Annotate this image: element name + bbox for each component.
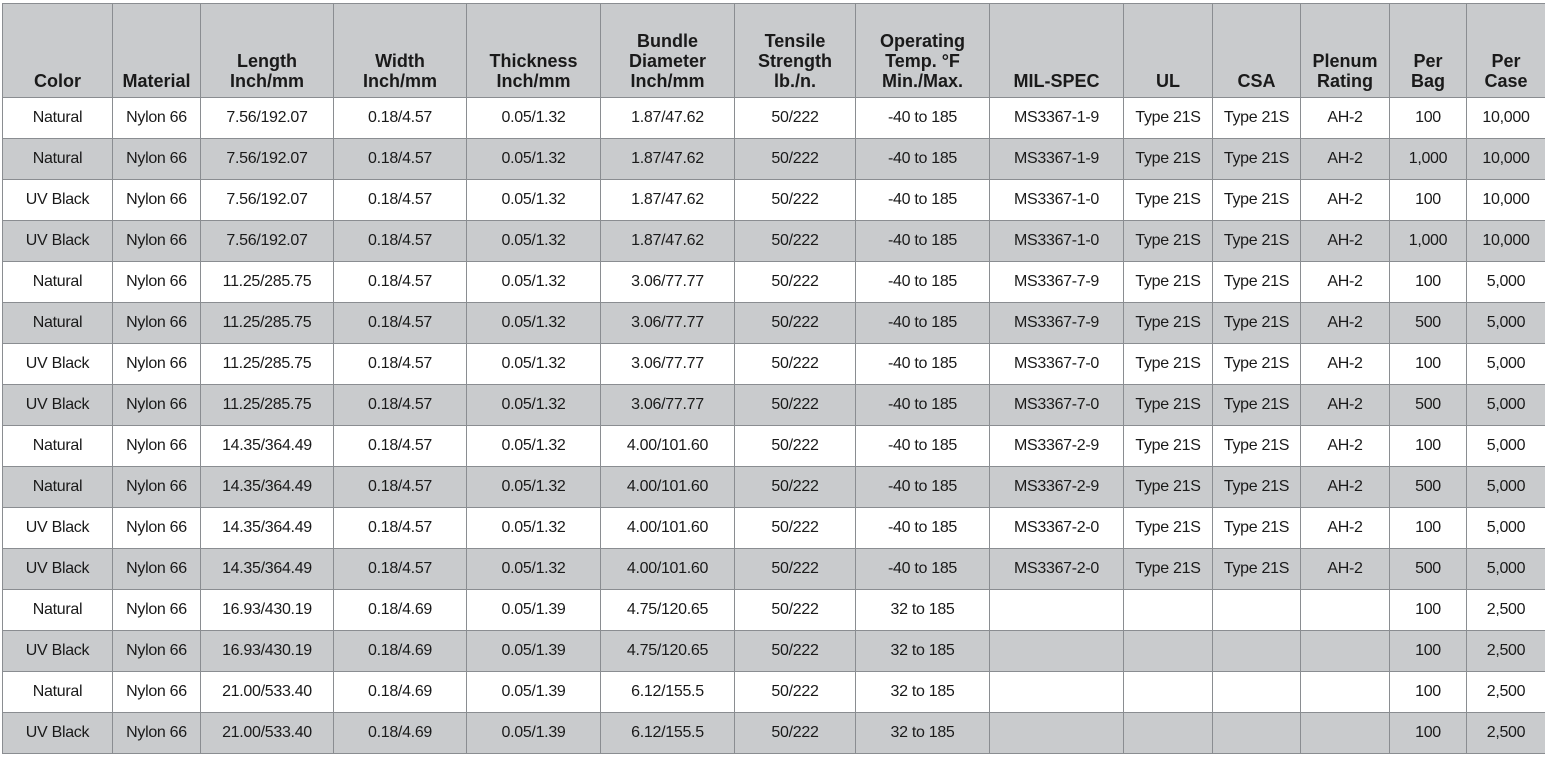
header-thickness-line: Inch/mm: [496, 71, 571, 91]
table-row: [3, 385, 1545, 426]
header-bundle-diameter-line: Bundle: [637, 31, 698, 51]
cell-mil-spec: MS3367-7-9: [990, 262, 1124, 303]
header-plenum-rating-line: Rating: [1317, 71, 1373, 91]
cell-color: UV Black: [3, 549, 113, 590]
cell-per-bag: 500: [1390, 385, 1467, 426]
cell-plenum-rating: [1301, 590, 1390, 631]
cell-length: 7.56/192.07: [201, 139, 334, 180]
cell-material: Nylon 66: [113, 344, 201, 385]
cell-per-case: 5,000: [1467, 303, 1545, 344]
cell-thickness: 0.05/1.32: [467, 344, 601, 385]
cell-bundle-diameter: 6.12/155.5: [601, 672, 735, 713]
cell-plenum-rating: AH-2: [1301, 139, 1390, 180]
cell-mil-spec: MS3367-7-0: [990, 385, 1124, 426]
header-color-line: Color: [34, 71, 81, 91]
cell-width: 0.18/4.57: [334, 139, 467, 180]
header-mil-spec-line: MIL-SPEC: [1013, 71, 1100, 91]
cell-ul: [1124, 713, 1213, 754]
cell-color: Natural: [3, 98, 113, 139]
cell-csa: Type 21S: [1213, 98, 1301, 139]
cell-tensile-strength: 50/222: [735, 590, 856, 631]
cell-color: UV Black: [3, 385, 113, 426]
cell-bundle-diameter: 4.00/101.60: [601, 426, 735, 467]
header-thickness: [467, 4, 601, 98]
cell-thickness: 0.05/1.32: [467, 467, 601, 508]
cell-width: 0.18/4.57: [334, 344, 467, 385]
header-thickness-line: Thickness: [489, 51, 578, 71]
cell-tensile-strength: 50/222: [735, 426, 856, 467]
cell-ul: Type 21S: [1124, 549, 1213, 590]
cell-width: 0.18/4.57: [334, 180, 467, 221]
header-ul: [1124, 4, 1213, 98]
cell-operating-temp: -40 to 185: [856, 467, 990, 508]
cell-per-case: 10,000: [1467, 180, 1545, 221]
cell-per-bag: 1,000: [1390, 221, 1467, 262]
cell-per-case: 5,000: [1467, 508, 1545, 549]
cell-mil-spec: MS3367-2-0: [990, 508, 1124, 549]
header-width-line: Inch/mm: [362, 71, 437, 91]
cell-color: Natural: [3, 467, 113, 508]
cell-length: 14.35/364.49: [201, 549, 334, 590]
cell-thickness: 0.05/1.39: [467, 631, 601, 672]
cell-thickness: 0.05/1.32: [467, 98, 601, 139]
cell-ul: Type 21S: [1124, 139, 1213, 180]
cell-csa: Type 21S: [1213, 303, 1301, 344]
cell-mil-spec: [990, 713, 1124, 754]
cell-material: Nylon 66: [113, 631, 201, 672]
cell-ul: [1124, 590, 1213, 631]
cell-thickness: 0.05/1.39: [467, 590, 601, 631]
cell-mil-spec: MS3367-2-0: [990, 549, 1124, 590]
header-plenum-rating: [1301, 4, 1390, 98]
cell-plenum-rating: AH-2: [1301, 385, 1390, 426]
cell-thickness: 0.05/1.32: [467, 549, 601, 590]
cell-mil-spec: MS3367-1-9: [990, 98, 1124, 139]
cell-material: Nylon 66: [113, 98, 201, 139]
cell-csa: Type 21S: [1213, 221, 1301, 262]
cell-per-case: 2,500: [1467, 713, 1545, 754]
cell-plenum-rating: AH-2: [1301, 467, 1390, 508]
table-row: [3, 672, 1545, 713]
cell-operating-temp: -40 to 185: [856, 508, 990, 549]
cell-thickness: 0.05/1.32: [467, 139, 601, 180]
cell-plenum-rating: AH-2: [1301, 303, 1390, 344]
cell-ul: Type 21S: [1124, 344, 1213, 385]
cell-csa: [1213, 590, 1301, 631]
cell-ul: [1124, 672, 1213, 713]
cell-mil-spec: MS3367-1-0: [990, 180, 1124, 221]
cell-mil-spec: [990, 590, 1124, 631]
cell-csa: Type 21S: [1213, 426, 1301, 467]
cell-csa: Type 21S: [1213, 344, 1301, 385]
cell-width: 0.18/4.57: [334, 467, 467, 508]
cell-tensile-strength: 50/222: [735, 303, 856, 344]
cell-per-case: 5,000: [1467, 262, 1545, 303]
cell-ul: Type 21S: [1124, 385, 1213, 426]
cell-bundle-diameter: 1.87/47.62: [601, 98, 735, 139]
table-row: [3, 590, 1545, 631]
cell-material: Nylon 66: [113, 385, 201, 426]
table-row: [3, 180, 1545, 221]
header-per-bag-line: Bag: [1410, 71, 1445, 91]
cell-per-bag: 100: [1390, 262, 1467, 303]
cell-thickness: 0.05/1.32: [467, 221, 601, 262]
cell-bundle-diameter: 4.75/120.65: [601, 631, 735, 672]
cell-ul: Type 21S: [1124, 98, 1213, 139]
cell-length: 11.25/285.75: [201, 385, 334, 426]
cell-csa: Type 21S: [1213, 139, 1301, 180]
cell-per-case: 10,000: [1467, 98, 1545, 139]
cell-bundle-diameter: 3.06/77.77: [601, 262, 735, 303]
cell-width: 0.18/4.57: [334, 426, 467, 467]
cell-operating-temp: -40 to 185: [856, 98, 990, 139]
cell-material: Nylon 66: [113, 590, 201, 631]
cell-plenum-rating: AH-2: [1301, 221, 1390, 262]
cell-color: UV Black: [3, 631, 113, 672]
cell-length: 21.00/533.40: [201, 713, 334, 754]
cell-material: Nylon 66: [113, 221, 201, 262]
cable-tie-spec-table: [2, 3, 1545, 754]
cell-tensile-strength: 50/222: [735, 672, 856, 713]
header-csa-line: CSA: [1237, 71, 1276, 91]
cell-tensile-strength: 50/222: [735, 262, 856, 303]
cell-ul: Type 21S: [1124, 303, 1213, 344]
cell-tensile-strength: 50/222: [735, 508, 856, 549]
cell-csa: [1213, 672, 1301, 713]
cell-length: 14.35/364.49: [201, 508, 334, 549]
cell-length: 14.35/364.49: [201, 467, 334, 508]
table-row: [3, 303, 1545, 344]
cell-width: 0.18/4.69: [334, 672, 467, 713]
cell-ul: Type 21S: [1124, 467, 1213, 508]
cell-ul: Type 21S: [1124, 426, 1213, 467]
cell-color: UV Black: [3, 221, 113, 262]
cell-per-case: 2,500: [1467, 590, 1545, 631]
cell-operating-temp: 32 to 185: [856, 590, 990, 631]
header-operating-temp-line: Min./Max.: [881, 71, 963, 91]
header-per-bag: [1390, 4, 1467, 98]
table-row: [3, 549, 1545, 590]
cell-operating-temp: -40 to 185: [856, 385, 990, 426]
header-plenum-rating-line: Plenum: [1312, 51, 1378, 71]
cell-per-bag: 100: [1390, 508, 1467, 549]
cell-csa: Type 21S: [1213, 262, 1301, 303]
cell-material: Nylon 66: [113, 426, 201, 467]
table-row: [3, 713, 1545, 754]
cell-operating-temp: -40 to 185: [856, 139, 990, 180]
cell-bundle-diameter: 4.75/120.65: [601, 590, 735, 631]
cell-csa: Type 21S: [1213, 508, 1301, 549]
cell-mil-spec: MS3367-2-9: [990, 467, 1124, 508]
header-width: [334, 4, 467, 98]
cell-mil-spec: MS3367-1-0: [990, 221, 1124, 262]
cell-operating-temp: 32 to 185: [856, 713, 990, 754]
cell-csa: [1213, 631, 1301, 672]
cell-plenum-rating: [1301, 631, 1390, 672]
cell-bundle-diameter: 3.06/77.77: [601, 303, 735, 344]
cell-plenum-rating: AH-2: [1301, 180, 1390, 221]
header-bundle-diameter: [601, 4, 735, 98]
cell-per-bag: 500: [1390, 549, 1467, 590]
cell-material: Nylon 66: [113, 713, 201, 754]
cell-per-bag: 100: [1390, 713, 1467, 754]
cell-color: UV Black: [3, 344, 113, 385]
cell-thickness: 0.05/1.39: [467, 672, 601, 713]
cell-plenum-rating: [1301, 672, 1390, 713]
cell-plenum-rating: AH-2: [1301, 426, 1390, 467]
cell-plenum-rating: AH-2: [1301, 508, 1390, 549]
table-row: [3, 139, 1545, 180]
cell-ul: Type 21S: [1124, 221, 1213, 262]
cell-per-case: 2,500: [1467, 672, 1545, 713]
cell-operating-temp: 32 to 185: [856, 631, 990, 672]
cell-width: 0.18/4.57: [334, 262, 467, 303]
cell-csa: Type 21S: [1213, 180, 1301, 221]
cell-material: Nylon 66: [113, 467, 201, 508]
cell-operating-temp: -40 to 185: [856, 426, 990, 467]
header-length-line: Inch/mm: [229, 71, 304, 91]
cell-per-case: 10,000: [1467, 139, 1545, 180]
header-ul-line: UL: [1156, 71, 1180, 91]
cell-bundle-diameter: 1.87/47.62: [601, 139, 735, 180]
cell-length: 21.00/533.40: [201, 672, 334, 713]
cell-plenum-rating: AH-2: [1301, 344, 1390, 385]
table-row: [3, 344, 1545, 385]
cell-color: Natural: [3, 672, 113, 713]
header-tensile-strength-line: lb./n.: [774, 71, 816, 91]
cell-per-bag: 100: [1390, 180, 1467, 221]
header-tensile-strength-line: Tensile: [764, 31, 826, 51]
header-length-line: Length: [237, 51, 297, 71]
cell-width: 0.18/4.57: [334, 303, 467, 344]
cell-tensile-strength: 50/222: [735, 98, 856, 139]
cell-material: Nylon 66: [113, 180, 201, 221]
cell-bundle-diameter: 4.00/101.60: [601, 467, 735, 508]
cell-operating-temp: 32 to 185: [856, 672, 990, 713]
cell-per-bag: 500: [1390, 467, 1467, 508]
cell-bundle-diameter: 3.06/77.77: [601, 344, 735, 385]
header-color: [3, 4, 113, 98]
cell-color: UV Black: [3, 713, 113, 754]
cell-tensile-strength: 50/222: [735, 631, 856, 672]
table-row: [3, 467, 1545, 508]
cell-width: 0.18/4.57: [334, 549, 467, 590]
header-tensile-strength-line: Strength: [758, 51, 832, 71]
cell-per-case: 2,500: [1467, 631, 1545, 672]
cell-csa: Type 21S: [1213, 549, 1301, 590]
cell-mil-spec: MS3367-7-0: [990, 344, 1124, 385]
cell-csa: Type 21S: [1213, 385, 1301, 426]
cell-per-case: 5,000: [1467, 385, 1545, 426]
header-row: [3, 4, 1545, 98]
header-per-case: [1467, 4, 1545, 98]
cell-operating-temp: -40 to 185: [856, 180, 990, 221]
cell-per-bag: 1,000: [1390, 139, 1467, 180]
cell-width: 0.18/4.69: [334, 631, 467, 672]
cell-color: Natural: [3, 303, 113, 344]
cell-color: Natural: [3, 590, 113, 631]
cell-operating-temp: -40 to 185: [856, 262, 990, 303]
cell-per-bag: 100: [1390, 98, 1467, 139]
cell-length: 16.93/430.19: [201, 631, 334, 672]
cell-material: Nylon 66: [113, 508, 201, 549]
cell-ul: Type 21S: [1124, 262, 1213, 303]
cell-per-case: 5,000: [1467, 549, 1545, 590]
cell-mil-spec: MS3367-2-9: [990, 426, 1124, 467]
cell-thickness: 0.05/1.32: [467, 385, 601, 426]
table-row: [3, 262, 1545, 303]
cell-csa: Type 21S: [1213, 467, 1301, 508]
header-length: [201, 4, 334, 98]
header-per-bag-line: Per: [1413, 51, 1443, 71]
cell-thickness: 0.05/1.32: [467, 262, 601, 303]
cell-color: UV Black: [3, 180, 113, 221]
cell-tensile-strength: 50/222: [735, 385, 856, 426]
cell-csa: [1213, 713, 1301, 754]
cell-per-case: 10,000: [1467, 221, 1545, 262]
cell-mil-spec: MS3367-1-9: [990, 139, 1124, 180]
cell-length: 7.56/192.07: [201, 98, 334, 139]
cell-width: 0.18/4.57: [334, 385, 467, 426]
cell-length: 16.93/430.19: [201, 590, 334, 631]
cell-thickness: 0.05/1.32: [467, 180, 601, 221]
cell-color: Natural: [3, 262, 113, 303]
header-per-case-line: Case: [1484, 71, 1528, 91]
cell-mil-spec: [990, 672, 1124, 713]
cell-thickness: 0.05/1.32: [467, 508, 601, 549]
cell-tensile-strength: 50/222: [735, 139, 856, 180]
cell-length: 11.25/285.75: [201, 262, 334, 303]
cell-width: 0.18/4.69: [334, 590, 467, 631]
cell-mil-spec: MS3367-7-9: [990, 303, 1124, 344]
cell-tensile-strength: 50/222: [735, 221, 856, 262]
cell-per-case: 5,000: [1467, 467, 1545, 508]
header-mil-spec: [990, 4, 1124, 98]
cell-operating-temp: -40 to 185: [856, 344, 990, 385]
cell-plenum-rating: AH-2: [1301, 98, 1390, 139]
cell-bundle-diameter: 1.87/47.62: [601, 180, 735, 221]
cell-material: Nylon 66: [113, 262, 201, 303]
cell-bundle-diameter: 1.87/47.62: [601, 221, 735, 262]
cell-tensile-strength: 50/222: [735, 713, 856, 754]
cell-per-case: 5,000: [1467, 426, 1545, 467]
cell-length: 11.25/285.75: [201, 344, 334, 385]
cell-plenum-rating: AH-2: [1301, 549, 1390, 590]
cell-operating-temp: -40 to 185: [856, 549, 990, 590]
cell-length: 11.25/285.75: [201, 303, 334, 344]
cell-color: Natural: [3, 426, 113, 467]
cell-per-bag: 100: [1390, 426, 1467, 467]
cell-length: 7.56/192.07: [201, 180, 334, 221]
cell-thickness: 0.05/1.39: [467, 713, 601, 754]
table-row: [3, 508, 1545, 549]
header-material: [113, 4, 201, 98]
cell-bundle-diameter: 3.06/77.77: [601, 385, 735, 426]
header-operating-temp-line: Operating: [879, 31, 965, 51]
header-tensile-strength: [735, 4, 856, 98]
header-bundle-diameter-line: Inch/mm: [630, 71, 705, 91]
table-row: [3, 98, 1545, 139]
header-material-line: Material: [122, 71, 191, 91]
cell-tensile-strength: 50/222: [735, 467, 856, 508]
cell-color: Natural: [3, 139, 113, 180]
cell-material: Nylon 66: [113, 139, 201, 180]
cell-width: 0.18/4.57: [334, 98, 467, 139]
cell-tensile-strength: 50/222: [735, 180, 856, 221]
header-per-case-line: Per: [1491, 51, 1521, 71]
cell-material: Nylon 66: [113, 549, 201, 590]
cell-operating-temp: -40 to 185: [856, 221, 990, 262]
cell-bundle-diameter: 4.00/101.60: [601, 508, 735, 549]
cell-width: 0.18/4.57: [334, 508, 467, 549]
cell-plenum-rating: [1301, 713, 1390, 754]
cell-tensile-strength: 50/222: [735, 344, 856, 385]
table-row: [3, 631, 1545, 672]
cell-material: Nylon 66: [113, 303, 201, 344]
cell-mil-spec: [990, 631, 1124, 672]
cell-ul: Type 21S: [1124, 508, 1213, 549]
table-row: [3, 221, 1545, 262]
cell-ul: [1124, 631, 1213, 672]
cell-per-bag: 100: [1390, 672, 1467, 713]
table-header: [3, 4, 1545, 98]
header-csa: [1213, 4, 1301, 98]
cell-per-bag: 100: [1390, 590, 1467, 631]
cell-bundle-diameter: 4.00/101.60: [601, 549, 735, 590]
cell-bundle-diameter: 6.12/155.5: [601, 713, 735, 754]
table-body: [3, 98, 1545, 754]
cell-per-bag: 500: [1390, 303, 1467, 344]
cell-color: UV Black: [3, 508, 113, 549]
cell-width: 0.18/4.57: [334, 221, 467, 262]
cell-material: Nylon 66: [113, 672, 201, 713]
cell-per-bag: 100: [1390, 344, 1467, 385]
header-operating-temp-line: Temp. °F: [885, 51, 960, 71]
cell-per-bag: 100: [1390, 631, 1467, 672]
cell-tensile-strength: 50/222: [735, 549, 856, 590]
header-bundle-diameter-line: Diameter: [628, 51, 707, 71]
header-operating-temp: [856, 4, 990, 98]
cell-per-case: 5,000: [1467, 344, 1545, 385]
cell-length: 14.35/364.49: [201, 426, 334, 467]
cell-ul: Type 21S: [1124, 180, 1213, 221]
cell-plenum-rating: AH-2: [1301, 262, 1390, 303]
header-width-line: Width: [375, 51, 425, 71]
cell-length: 7.56/192.07: [201, 221, 334, 262]
cell-width: 0.18/4.69: [334, 713, 467, 754]
cell-thickness: 0.05/1.32: [467, 303, 601, 344]
cell-operating-temp: -40 to 185: [856, 303, 990, 344]
cell-thickness: 0.05/1.32: [467, 426, 601, 467]
table-row: [3, 426, 1545, 467]
